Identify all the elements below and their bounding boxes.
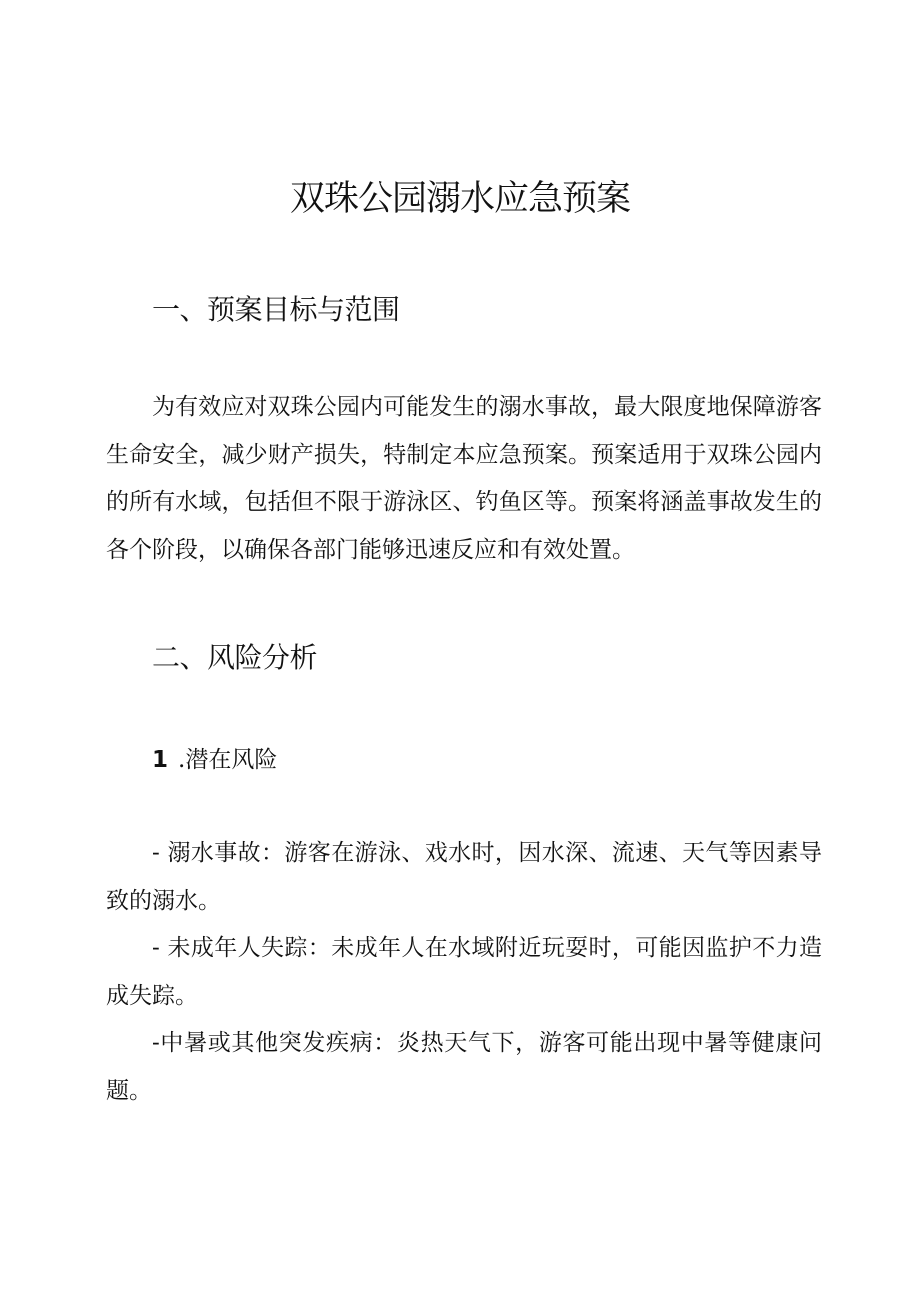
- subsection-number: 1: [152, 747, 169, 773]
- section-paragraph-goals: 为有效应对双珠公园内可能发生的溺水事故，最大限度地保障游客生命安全，减少财产损失，特制定本应急预案。预案适用于双珠公园内的所有水域，包括但不限于游泳区、钓鱼区等。预案将涵盖事故发生的各个阶段，以确保各部门能够迅速反应和有效处置。: [106, 394, 822, 563]
- section-heading-risk: 二、风险分析: [152, 641, 318, 674]
- list-item: - 未成年人失踪：未成年人在水域附近玩耍时，可能因监护不力造成失踪。: [106, 935, 822, 1009]
- risk-list: [106, 830, 822, 1115]
- list-item: -中暑或其他突发疾病：炎热天气下，游客可能出现中暑等健康问题。: [106, 1030, 822, 1104]
- section-heading-goals: 一、预案目标与范围: [152, 293, 400, 326]
- list-item: - 溺水事故：游客在游泳、戏水时，因水深、流速、天气等因素导致的溺水。: [106, 840, 822, 914]
- subsection-heading-potential-risk: [152, 740, 277, 780]
- document-title: 双珠公园溺水应急预案: [289, 179, 630, 219]
- subsection-label: .潜在风险: [178, 747, 278, 773]
